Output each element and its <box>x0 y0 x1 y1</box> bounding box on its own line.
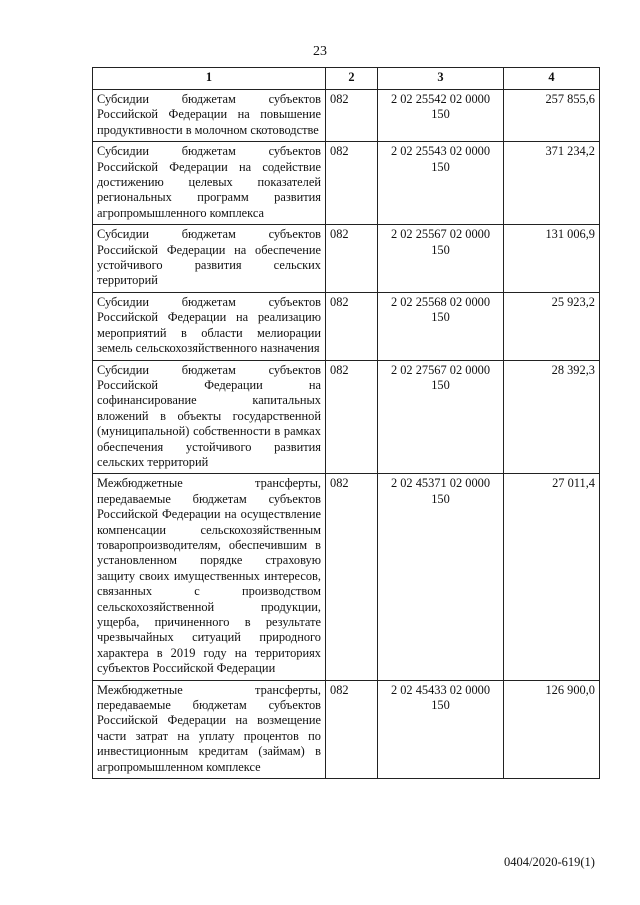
row-code: 2 02 45371 02 0000 150 <box>378 474 504 680</box>
row-amount: 28 392,3 <box>504 360 600 474</box>
column-header-4: 4 <box>504 68 600 90</box>
table-row <box>93 680 600 778</box>
row-description: Субсидии бюджетам субъектов Российской Федерации на реализацию мероприятий в области мелиорации земель сельскохозяйственного назначения <box>93 292 326 360</box>
row-description: Субсидии бюджетам субъектов Российской Федерации на содействие достижению целевых показателей региональных программ развития агропромышленного комплекса <box>93 142 326 225</box>
row-chapter: 082 <box>326 225 378 293</box>
table-row <box>93 474 600 680</box>
document-code: 0404/2020-619(1) <box>504 855 595 869</box>
column-header-3: 3 <box>378 68 504 90</box>
row-code: 2 02 25543 02 0000 150 <box>378 142 504 225</box>
row-description: Субсидии бюджетам субъектов Российской Федерации на обеспечение устойчивого развития сельских территорий <box>93 225 326 293</box>
row-chapter: 082 <box>326 360 378 474</box>
row-description: Субсидии бюджетам субъектов Российской Федерации на повышение продуктивности в молочном скотоводстве <box>93 90 326 142</box>
row-description: Межбюджетные трансферты, передаваемые бюджетам субъектов Российской Федерации на осуществление компенсации сельскохозяйственным товаропроизводителям, обеспечившим в установленном порядке страховую защиту своих имущественных интересов, связанных с производством сельскохозяйственной продукции, ущерба, причиненного в результате чрезвычайных ситуаций природного характера в 2019 году на территориях субъектов Российской Федерации <box>93 474 326 680</box>
row-code: 2 02 27567 02 0000 150 <box>378 360 504 474</box>
table-row <box>93 292 600 360</box>
row-amount: 27 011,4 <box>504 474 600 680</box>
row-code: 2 02 25568 02 0000 150 <box>378 292 504 360</box>
row-amount: 126 900,0 <box>504 680 600 778</box>
row-chapter: 082 <box>326 680 378 778</box>
row-description: Межбюджетные трансферты, передаваемые бюджетам субъектов Российской Федерации на возмещение части затрат на уплату процентов по инвестиционным кредитам (займам) в агропромышленном комплексе <box>93 680 326 778</box>
table-header-row <box>93 68 600 90</box>
row-amount: 371 234,2 <box>504 142 600 225</box>
table-row <box>93 360 600 474</box>
row-chapter: 082 <box>326 292 378 360</box>
table-row <box>93 225 600 293</box>
row-code: 2 02 25567 02 0000 150 <box>378 225 504 293</box>
row-description: Субсидии бюджетам субъектов Российской Федерации на софинансирование капитальных вложений в объекты государственной (муниципальной) собственности в рамках обеспечения устойчивого развития сельских территорий <box>93 360 326 474</box>
row-amount: 131 006,9 <box>504 225 600 293</box>
page-number: 23 <box>313 44 327 59</box>
row-amount: 25 923,2 <box>504 292 600 360</box>
table-row <box>93 142 600 225</box>
row-chapter: 082 <box>326 474 378 680</box>
row-chapter: 082 <box>326 142 378 225</box>
column-header-2: 2 <box>326 68 378 90</box>
row-code: 2 02 45433 02 0000 150 <box>378 680 504 778</box>
budget-table <box>92 67 600 779</box>
table-row <box>93 90 600 142</box>
row-amount: 257 855,6 <box>504 90 600 142</box>
column-header-1: 1 <box>93 68 326 90</box>
row-chapter: 082 <box>326 90 378 142</box>
row-code: 2 02 25542 02 0000 150 <box>378 90 504 142</box>
